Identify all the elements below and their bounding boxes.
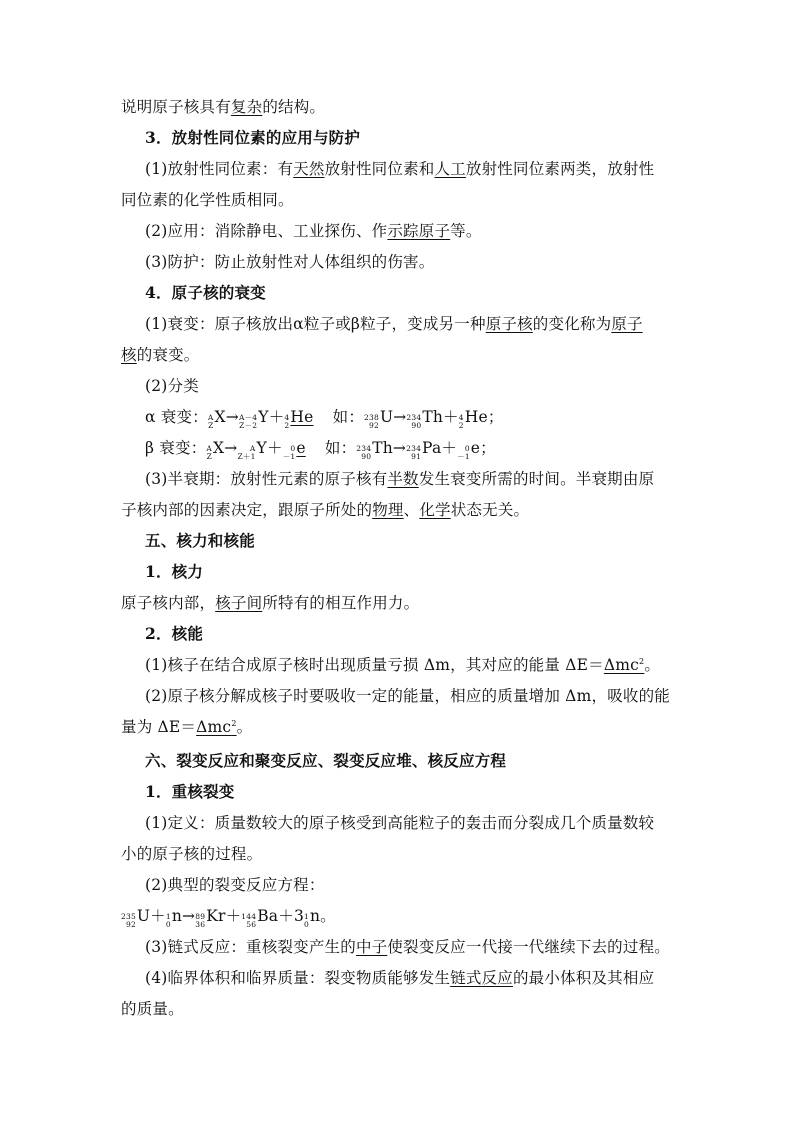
blank-answer: 原子核	[485, 315, 533, 333]
blank-answer: 核子间	[215, 594, 263, 612]
text-line: (3)半衰期：放射性元素的原子核有半数发生衰变所需的时间。半衰期由原	[145, 470, 655, 488]
fission-equation: 235 92 U＋ 1 0 n→ 89 36 Kr＋ 144 56 Ba＋3 1 0 n。	[121, 907, 336, 929]
blank-answer: 示踪原子	[387, 222, 451, 240]
text-line: (2)典型的裂变反应方程：	[145, 876, 325, 894]
section-heading: 五、核力和核能	[145, 531, 255, 550]
text-line: 同位素的化学性质相同。	[121, 191, 294, 209]
text-line: (1)衰变：原子核放出α粒子或β粒子，变成另一种原子核的变化称为原子	[145, 315, 643, 333]
subsection-heading: 1．重核裂变	[145, 782, 235, 801]
blank-answer: Δmc$^2$	[196, 718, 237, 736]
text-line: (2)原子核分解成核子时要吸收一定的能量，相应的质量增加 Δm，吸收的能	[145, 687, 670, 705]
subsection-heading: 1．核力	[145, 562, 204, 581]
blank-answer: 人工	[434, 160, 466, 178]
blank-answer: 天然	[293, 160, 325, 178]
text-line: (1)核子在结合成原子核时出现质量亏损 Δm，其对应的能量 ΔE＝Δmc$^2$。	[145, 656, 661, 674]
text-line: (2)应用：消除静电、工业探伤、作示踪原子等。	[145, 222, 482, 240]
blank-answer: 化学	[419, 501, 451, 519]
text-line: 核的衰变。	[121, 346, 200, 364]
section-heading: 3．放射性同位素的应用与防护	[145, 128, 361, 147]
blank-answer: 原子	[611, 315, 643, 333]
text-line: (3)防护：防止放射性对人体组织的伤害。	[145, 253, 435, 271]
blank-answer: 中子	[355, 938, 388, 956]
alpha-decay-equation: α 衰变： A Z X→ A－4 Z－2 Y＋ 4 2 He 如： 238 92 U→ 234 90 Th＋ 4 2 He；	[145, 408, 504, 430]
text-line: 量为 ΔE＝Δmc$^2$。	[121, 718, 253, 736]
text-line: (2)分类	[145, 377, 199, 395]
blank-answer: 复杂	[230, 98, 263, 116]
text-line: 原子核内部，核子间所特有的相互作用力。	[121, 594, 420, 612]
subsection-heading: 2．核能	[145, 624, 204, 643]
text-line: 子核内部的因素决定，跟原子所处的物理、化学状态无关。	[121, 501, 530, 519]
text-line: (1)放射性同位素：有天然放射性同位素和人工放射性同位素两类，放射性	[145, 160, 655, 178]
blank-answer: 核	[121, 346, 137, 364]
text-line: 说明原子核具有复杂的结构。	[121, 98, 326, 116]
blank-answer: He	[290, 408, 314, 426]
text-line: (1)定义：质量数较大的原子核受到高能粒子的轰击而分裂成几个质量数较	[145, 814, 655, 832]
blank-answer: Δmc$^2$	[603, 656, 645, 674]
beta-decay-equation: β 衰变： A Z X→ A Z＋1 Y＋ 0 －1 e 如： 234 90 Th→ 234 91 Pa＋ 0 －1 e；	[145, 439, 496, 461]
blank-answer: 物理	[372, 501, 404, 519]
text-line: 小的原子核的过程。	[121, 845, 263, 863]
blank-answer: 链式反应	[450, 969, 513, 987]
text-line: (4)临界体积和临界质量：裂变物质能够发生链式反应的最小体积及其相应	[145, 969, 655, 987]
section-heading: 4．原子核的衰变	[145, 283, 266, 302]
section-heading: 六、裂变反应和聚变反应、裂变反应堆、核反应方程	[145, 751, 507, 770]
text-line: 的质量。	[121, 1000, 184, 1018]
blank-answer: 半数	[387, 470, 419, 488]
text-line: (3)链式反应：重核裂变产生的中子使裂变反应一代接一代继续下去的过程。	[145, 938, 670, 956]
blank-answer: e	[296, 439, 306, 457]
